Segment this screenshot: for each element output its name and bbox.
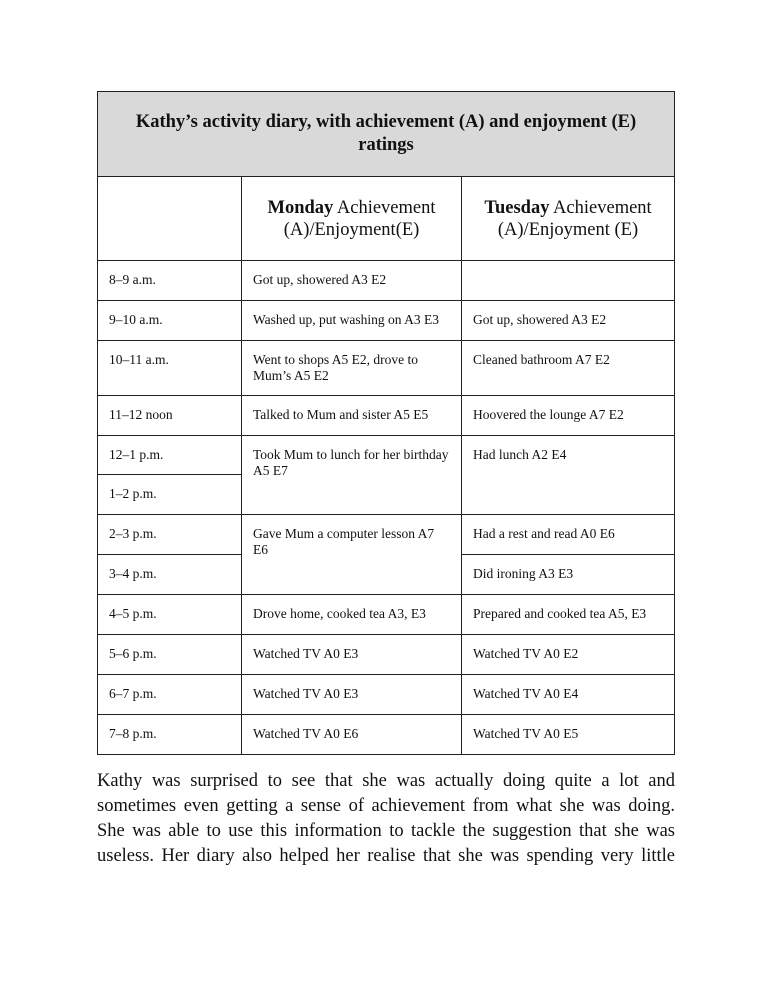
tuesday-cell: Hoovered the lounge A7 E2 <box>462 396 675 436</box>
body-paragraph <box>97 769 675 869</box>
table-title: Kathy’s activity diary, with achievement (A) and enjoyment (E) ratings <box>98 92 675 177</box>
tuesday-cell: Watched TV A0 E2 <box>462 635 675 675</box>
tuesday-header-rest: Achievement (A)/Enjoyment (E) <box>497 197 652 240</box>
tuesday-cell: Did ironing A3 E3 <box>462 555 675 595</box>
time-cell: 3–4 p.m. <box>98 555 242 595</box>
table-row <box>98 301 675 341</box>
paragraph-line: She was able to use this information to tackle the suggestion that she was <box>97 821 675 841</box>
monday-cell: Watched TV A0 E3 <box>242 675 462 715</box>
tuesday-cell: Watched TV A0 E5 <box>462 715 675 755</box>
tuesday-cell <box>462 261 675 301</box>
paragraph-line: Kathy was surprised to see that she was actually doing quite a lot and <box>97 771 675 791</box>
time-column-header <box>98 177 242 261</box>
monday-cell: Drove home, cooked tea A3, E3 <box>242 595 462 635</box>
tuesday-cell: Prepared and cooked tea A5, E3 <box>462 595 675 635</box>
time-cell: 6–7 p.m. <box>98 675 242 715</box>
tuesday-cell: Had a rest and read A0 E6 <box>462 515 675 555</box>
tuesday-day-label: Tuesday <box>484 197 550 218</box>
tuesday-column-header <box>462 177 675 261</box>
monday-day-label: Monday <box>267 197 334 218</box>
monday-cell: Took Mum to lunch for her birthday A5 E7 <box>242 436 462 515</box>
monday-cell: Watched TV A0 E6 <box>242 715 462 755</box>
monday-cell: Gave Mum a computer lesson A7 E6 <box>242 515 462 595</box>
tuesday-cell: Had lunch A2 E4 <box>462 436 675 515</box>
tuesday-cell: Got up, showered A3 E2 <box>462 301 675 341</box>
table-row <box>98 436 675 475</box>
table-row <box>98 261 675 301</box>
table-row <box>98 715 675 755</box>
time-cell: 11–12 noon <box>98 396 242 436</box>
monday-column-header <box>242 177 462 261</box>
time-cell: 8–9 a.m. <box>98 261 242 301</box>
paragraph-line: useless. Her diary also helped her realise that she was spending very little <box>97 846 675 866</box>
time-cell: 9–10 a.m. <box>98 301 242 341</box>
time-cell: 4–5 p.m. <box>98 595 242 635</box>
time-cell: 2–3 p.m. <box>98 515 242 555</box>
table-row <box>98 595 675 635</box>
time-cell: 5–6 p.m. <box>98 635 242 675</box>
table-row <box>98 515 675 555</box>
activity-diary-table <box>97 91 675 755</box>
table-row <box>98 675 675 715</box>
monday-cell: Watched TV A0 E3 <box>242 635 462 675</box>
paragraph-line: sometimes even getting a sense of achievement from what she was doing. <box>97 796 675 816</box>
table-row <box>98 341 675 396</box>
table-row <box>98 635 675 675</box>
time-cell: 1–2 p.m. <box>98 475 242 515</box>
tuesday-cell: Watched TV A0 E4 <box>462 675 675 715</box>
time-cell: 12–1 p.m. <box>98 436 242 475</box>
table-row <box>98 396 675 436</box>
monday-header-rest: Achievement (A)/Enjoyment(E) <box>283 197 436 240</box>
time-cell: 10–11 a.m. <box>98 341 242 396</box>
monday-cell: Washed up, put washing on A3 E3 <box>242 301 462 341</box>
tuesday-cell: Cleaned bathroom A7 E2 <box>462 341 675 396</box>
monday-cell: Talked to Mum and sister A5 E5 <box>242 396 462 436</box>
time-cell: 7–8 p.m. <box>98 715 242 755</box>
monday-cell: Got up, showered A3 E2 <box>242 261 462 301</box>
monday-cell: Went to shops A5 E2, drove to Mum’s A5 E2 <box>242 341 462 396</box>
